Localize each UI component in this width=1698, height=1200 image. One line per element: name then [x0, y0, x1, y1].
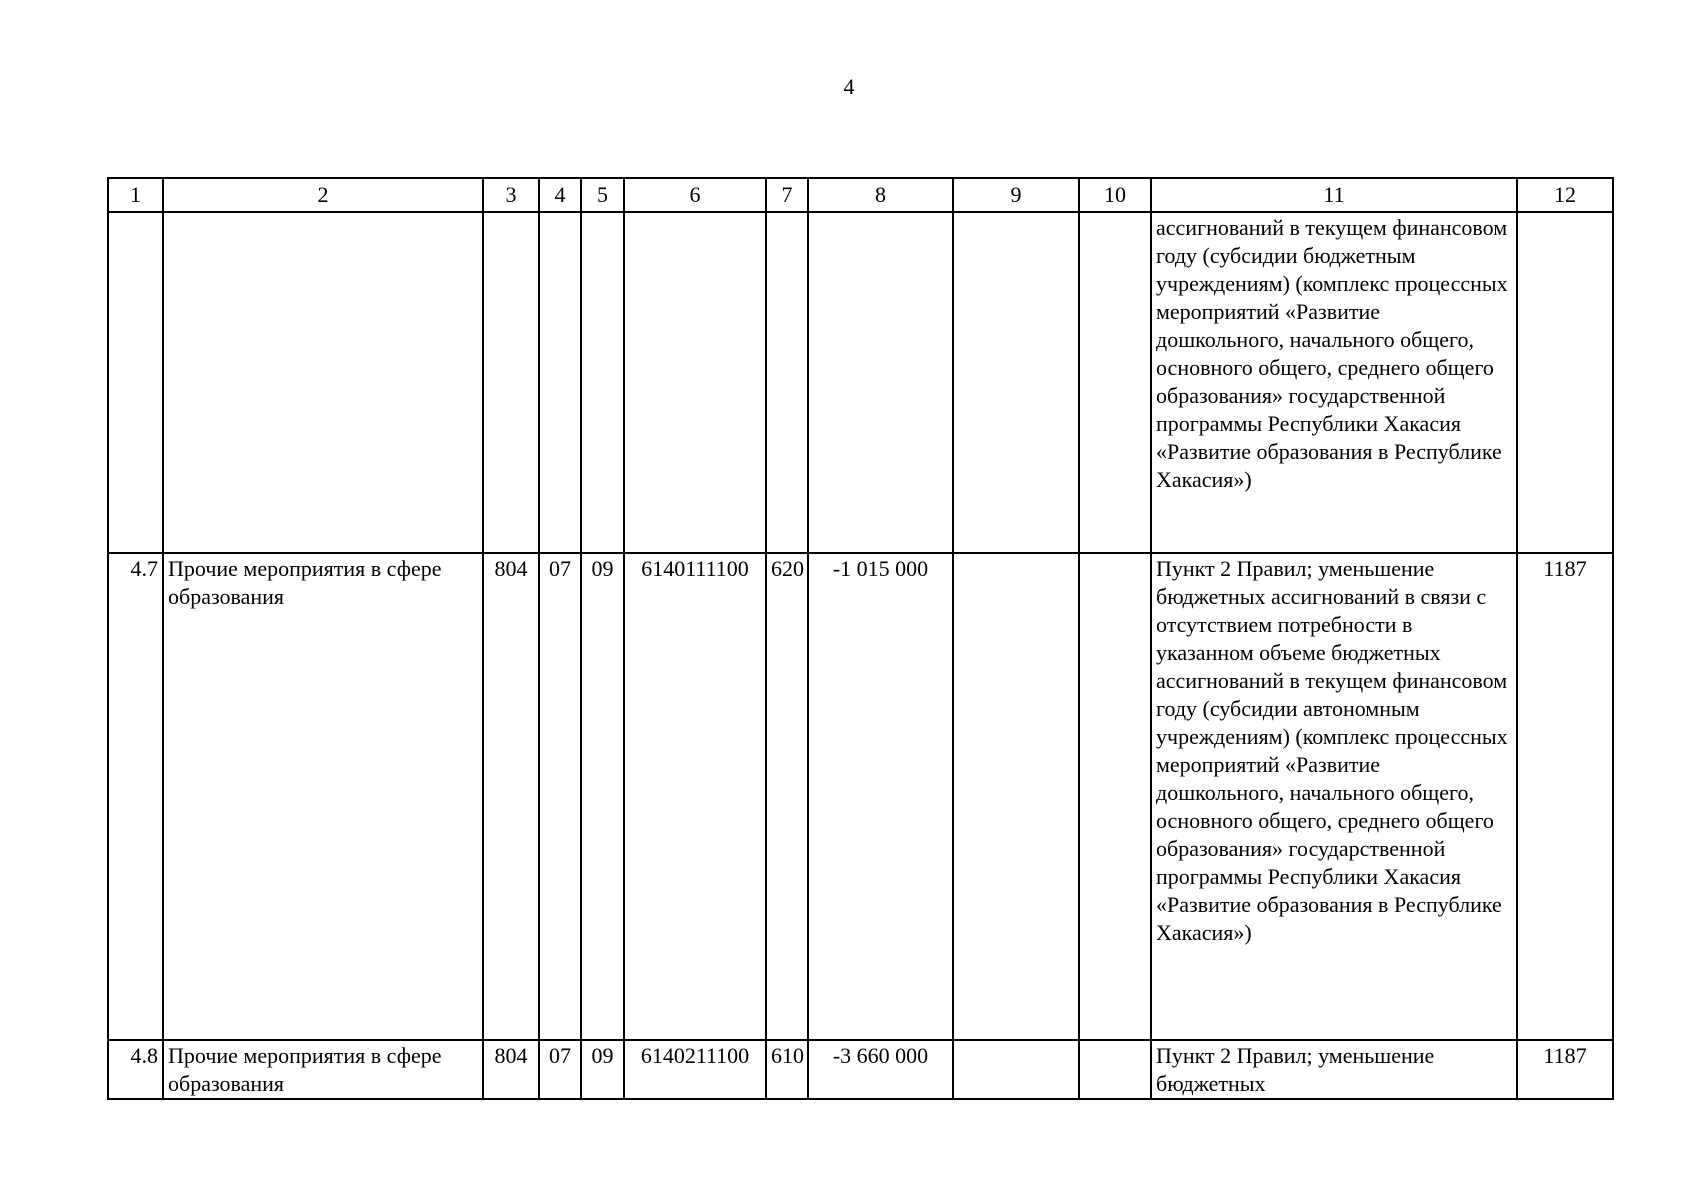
cell-c3 — [483, 212, 539, 553]
cell-c9 — [953, 212, 1079, 553]
col-header-1: 1 — [108, 178, 163, 212]
amount — [808, 212, 953, 553]
col-header-2: 2 — [163, 178, 483, 212]
cell-c4: 07 — [539, 1040, 581, 1099]
col-header-7: 7 — [766, 178, 808, 212]
justification: ассигнований в текущем финансовом году (субсидии бюджетным учреждениям) (комплекс процессных мероприятий «Развитие дошкольного, начального общего, основного общего, среднего общего образования» государственной программы Республики Хакасия «Развитие образования в Республике Хакасия») — [1151, 212, 1517, 553]
table-row — [108, 212, 1613, 553]
col-header-11: 11 — [1151, 178, 1517, 212]
row-number: 4.7 — [108, 553, 163, 1040]
col-header-5: 5 — [581, 178, 624, 212]
table-row — [108, 553, 1613, 1040]
budget-table — [107, 177, 1614, 1100]
cell-c7: 610 — [766, 1040, 808, 1099]
header-row — [108, 178, 1613, 212]
cell-c7 — [766, 212, 808, 553]
cell-c3: 804 — [483, 1040, 539, 1099]
cell-c9 — [953, 1040, 1079, 1099]
table-row — [108, 1040, 1613, 1099]
cell-c5: 09 — [581, 553, 624, 1040]
cell-c10 — [1079, 212, 1151, 553]
amount: -3 660 000 — [808, 1040, 953, 1099]
justification: Пункт 2 Правил; уменьшение бюджетных — [1151, 1040, 1517, 1099]
justification: Пункт 2 Правил; уменьшение бюджетных ассигнований в связи с отсутствием потребности в указанном объеме бюджетных ассигнований в текущем финансовом году (субсидии автономным учреждениям) (комплекс процессных мероприятий «Развитие дошкольного, начального общего, основного общего, среднего общего образования» государственной программы Республики Хакасия «Развитие образования в Республике Хакасия») — [1151, 553, 1517, 1040]
col-header-6: 6 — [624, 178, 766, 212]
cell-c6 — [624, 212, 766, 553]
cell-c6: 6140211100 — [624, 1040, 766, 1099]
cell-c7: 620 — [766, 553, 808, 1040]
cell-c10 — [1079, 553, 1151, 1040]
cell-c9 — [953, 553, 1079, 1040]
cell-c4: 07 — [539, 553, 581, 1040]
amount: -1 015 000 — [808, 553, 953, 1040]
cell-c6: 6140111100 — [624, 553, 766, 1040]
item-name: Прочие мероприятия в сфере образования — [163, 1040, 483, 1099]
item-name: Прочие мероприятия в сфере образования — [163, 553, 483, 1040]
col-header-12: 12 — [1517, 178, 1613, 212]
cell-c12: 1187 — [1517, 553, 1613, 1040]
page-number: 4 — [843, 74, 855, 99]
cell-c5 — [581, 212, 624, 553]
cell-c4 — [539, 212, 581, 553]
cell-c10 — [1079, 1040, 1151, 1099]
cell-c5: 09 — [581, 1040, 624, 1099]
col-header-3: 3 — [483, 178, 539, 212]
row-number — [108, 212, 163, 553]
cell-c3: 804 — [483, 553, 539, 1040]
col-header-8: 8 — [808, 178, 953, 212]
cell-c12: 1187 — [1517, 1040, 1613, 1099]
col-header-10: 10 — [1079, 178, 1151, 212]
col-header-9: 9 — [953, 178, 1079, 212]
item-name — [163, 212, 483, 553]
row-number: 4.8 — [108, 1040, 163, 1099]
cell-c12 — [1517, 212, 1613, 553]
col-header-4: 4 — [539, 178, 581, 212]
